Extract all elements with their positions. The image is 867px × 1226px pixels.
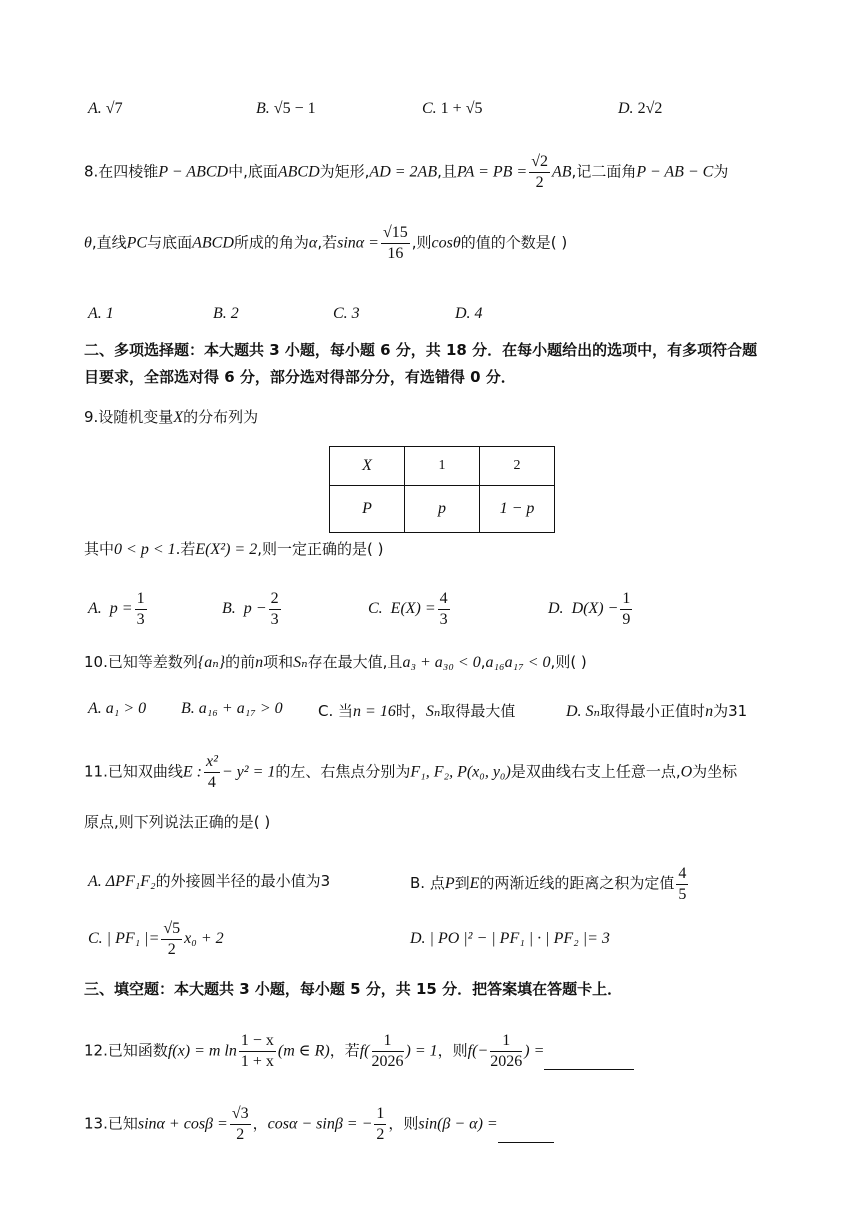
q13-math: sin(β − α) = <box>418 1115 498 1133</box>
numerator: 4 <box>438 590 450 610</box>
q11-text: 11.已知双曲线 <box>84 762 183 781</box>
numerator: x² <box>204 753 220 773</box>
q8-text: 为 <box>713 162 729 181</box>
q11-math: F₁, F₂, P(x₀, y₀) <box>410 763 511 781</box>
option-math: n <box>705 703 714 720</box>
q11-text: 的左、右焦点分别为 <box>275 762 411 781</box>
table-cell: X <box>330 447 405 486</box>
q8-math: ABCD <box>277 163 320 181</box>
q10-text: ,则( ) <box>550 653 587 671</box>
q9-option-c <box>368 590 452 628</box>
q8-math: P − ABCD <box>158 163 229 181</box>
q12-math: f(− <box>467 1042 489 1060</box>
q11-fraction <box>204 753 220 791</box>
q8-math: ABCD <box>192 234 234 252</box>
q7-b-label: B. <box>256 100 270 117</box>
option-math: Sₙ <box>425 703 441 720</box>
option-text: B. 点 <box>410 874 445 893</box>
q7-option-c <box>422 100 482 118</box>
q8-stem-line1 <box>84 153 728 191</box>
q10-option-a: A. a₁ > 0 <box>88 700 147 717</box>
q8-text: ,记二面角 <box>571 162 637 181</box>
q10-text: 项和 <box>263 653 294 671</box>
q11-text: 是双曲线右支上任意一点, <box>510 762 681 781</box>
distribution-table <box>329 446 555 533</box>
q9-text: ,则一定正确的是( ) <box>257 540 384 558</box>
option-text: 时， <box>395 702 426 720</box>
numerator: 1 <box>374 1105 386 1125</box>
q7-c-label: C. <box>422 100 437 117</box>
numerator: 1 <box>135 590 147 610</box>
q8-math: θ <box>84 234 92 252</box>
option-fraction <box>269 590 281 628</box>
q10-option-b: B. a₁₆ + a₁₇ > 0 <box>181 700 283 717</box>
q7-option-a <box>88 100 123 118</box>
table-cell: P <box>330 486 405 533</box>
q10-math: n <box>255 654 264 671</box>
table-cell: 1 <box>405 447 480 486</box>
numerator: 4 <box>676 865 688 885</box>
q12-fraction <box>239 1032 276 1070</box>
q11-stem-line1 <box>84 753 737 791</box>
q11-math: O <box>680 763 693 781</box>
q8-text: ,若 <box>317 233 338 252</box>
q12-stem <box>84 1032 634 1070</box>
q8-text: 为矩形, <box>319 162 370 181</box>
q11-math: E : <box>182 763 202 781</box>
q8-option-d: D. 4 <box>455 305 483 322</box>
numerator: 1 <box>490 1032 522 1052</box>
q8-math: AD = 2AB <box>369 163 438 181</box>
denominator: 1 + x <box>240 1052 274 1070</box>
q8-text: ,且 <box>437 162 457 181</box>
option-math: A. ΔPF₁F₂ <box>88 873 156 890</box>
option-label: A. <box>88 599 102 617</box>
q9-stem <box>84 410 258 426</box>
q8-text: 与底面 <box>147 233 193 252</box>
q9-option-a <box>88 590 149 628</box>
denominator: 2 <box>535 173 544 191</box>
q13-math: sinα + cosβ = <box>137 1115 228 1133</box>
numerator: 1 − x <box>239 1032 276 1052</box>
q11-text: 为坐标 <box>692 762 738 781</box>
q8-math: P − AB − C <box>636 163 714 181</box>
table-cell: p <box>405 486 480 533</box>
table-cell: 2 <box>480 447 555 486</box>
q9-math: 0 < p < 1 <box>114 541 176 558</box>
q8-math: AB <box>552 163 572 181</box>
denominator: 2 <box>236 1125 245 1143</box>
q8-math: PA = PB = <box>456 163 528 181</box>
q10-option-d <box>566 700 747 721</box>
q8-fraction <box>529 153 550 191</box>
q7-a-label: A. <box>88 100 102 117</box>
denominator: 3 <box>270 610 279 628</box>
q10-text: , <box>480 653 486 671</box>
q11-option-c <box>88 920 224 958</box>
numerator: √15 <box>381 224 410 244</box>
denominator: 5 <box>678 885 687 903</box>
option-expr: p = <box>109 599 133 617</box>
q8-text: ,则 <box>411 233 432 252</box>
q12-answer-blank[interactable] <box>544 1053 634 1070</box>
numerator: 2 <box>269 590 281 610</box>
q11-option-b <box>410 865 690 903</box>
option-math: C. | PF₁ |= <box>88 929 160 947</box>
q9-option-d <box>548 590 634 628</box>
denominator: 2026 <box>371 1052 404 1070</box>
table-cell: 1 − p <box>480 486 555 533</box>
q9-text: 9.设随机变量 <box>84 408 174 426</box>
q7-b-expr: √5 − 1 <box>273 100 316 117</box>
q7-c-expr: 1 + √5 <box>440 100 483 117</box>
option-fraction <box>438 590 450 628</box>
q10-text: 的前 <box>225 653 256 671</box>
option-fraction <box>135 590 147 628</box>
q9-text: 其中 <box>84 540 115 558</box>
option-text: 的两渐近线的距离之积为定值 <box>479 874 675 893</box>
q12-text: ，若 <box>329 1041 360 1060</box>
q8-option-c: C. 3 <box>333 305 360 322</box>
q8-option-a: A. 1 <box>88 305 114 322</box>
numerator: 1 <box>620 590 632 610</box>
q13-text: 13.已知 <box>84 1114 138 1133</box>
q8-text: 的值的个数是( ) <box>460 233 568 252</box>
denominator: 2 <box>167 940 176 958</box>
q10-math: {aₙ} <box>197 654 226 671</box>
option-fraction <box>620 590 632 628</box>
q7-option-b <box>256 100 316 118</box>
q8-math: PC <box>126 234 148 252</box>
q8-math: cosθ <box>431 234 461 252</box>
option-math: n = 16 <box>353 703 396 720</box>
q10-text: 存在最大值,且 <box>307 653 403 671</box>
option-label: B. <box>222 599 236 617</box>
option-text: 取得最小正值时 <box>600 702 706 720</box>
q10-text: 10.已知等差数列 <box>84 653 198 671</box>
q7-option-d <box>618 100 662 118</box>
q12-math: ) = <box>524 1042 545 1060</box>
q9-math: E(X²) = 2 <box>195 541 258 558</box>
q10-math: Sₙ <box>293 654 308 671</box>
denominator: 3 <box>136 610 145 628</box>
q12-fraction-3 <box>490 1032 522 1070</box>
q12-text: 12.已知函数 <box>84 1041 168 1060</box>
q13-math: cosα − sinβ = − <box>267 1115 373 1133</box>
section3-heading: 三、填空题：本大题共 3 小题，每小题 5 分，共 15 分．把答案填在答题卡上． <box>84 980 623 998</box>
section2-heading-line2: 目要求，全部选对得 6 分，部分选对得部分分，有选错得 0 分． <box>84 368 516 386</box>
denominator: 3 <box>439 610 448 628</box>
q11-math: − y² = 1 <box>221 763 276 781</box>
numerator: 1 <box>372 1032 404 1052</box>
option-math: P <box>444 875 455 893</box>
q10-math: a₁₆a₁₇ < 0 <box>485 654 551 671</box>
option-text: 为31 <box>713 702 748 720</box>
q11-option-d: D. | PO |² − | PF₁ | · | PF₂ |= 3 <box>410 930 610 947</box>
q8-text: ,直线 <box>91 233 127 252</box>
q8-text: 中,底面 <box>228 162 278 181</box>
option-math: E <box>469 875 480 893</box>
option-math: D. Sₙ <box>566 703 601 720</box>
q12-math: (m ∈ R) <box>277 1042 330 1060</box>
numerator: √2 <box>529 153 550 173</box>
q11-stem-line2: 原点,则下列说法正确的是( ) <box>84 813 271 831</box>
denominator: 2026 <box>490 1052 523 1070</box>
q7-d-label: D. <box>618 100 634 117</box>
q13-fraction <box>230 1105 251 1143</box>
denominator: 9 <box>622 610 631 628</box>
q8-fraction-2 <box>381 224 410 262</box>
option-text: 取得最大值 <box>440 702 516 720</box>
q8-math: α <box>308 234 318 252</box>
option-expr: p − <box>243 599 267 617</box>
q12-fraction-2 <box>372 1032 404 1070</box>
section2-heading-line1: 二、多项选择题：本大题共 3 小题，每小题 6 分，共 18 分．在每小题给出的选项中，有多项符合题 <box>84 341 758 359</box>
q13-stem <box>84 1105 554 1143</box>
q13-fraction-2 <box>374 1105 386 1143</box>
option-text: 到 <box>454 874 470 893</box>
q11-option-a <box>88 870 330 891</box>
q9-text: .若 <box>175 540 196 558</box>
denominator: 2 <box>376 1125 385 1143</box>
denominator: 4 <box>207 773 216 791</box>
q8-option-b: B. 2 <box>213 305 239 322</box>
q9-option-b <box>222 590 283 628</box>
q9-math: X <box>173 409 184 426</box>
option-fraction <box>676 865 688 903</box>
q9-text: 的分布列为 <box>183 408 259 426</box>
q12-math: ) = 1 <box>405 1042 438 1060</box>
option-expr: E(X) = <box>390 599 436 617</box>
q12-math: f(x) = m ln <box>167 1042 237 1060</box>
option-text: 的外接圆半径的最小值为3 <box>155 872 331 890</box>
table-row <box>330 486 555 533</box>
option-text: C. 当 <box>318 702 354 720</box>
numerator: √3 <box>230 1105 251 1125</box>
q13-answer-blank[interactable] <box>498 1126 554 1143</box>
option-math: x₀ + 2 <box>184 929 224 947</box>
q10-option-c <box>318 700 515 721</box>
q9-condition <box>84 542 383 558</box>
option-expr: D(X) − <box>571 599 619 617</box>
q8-stem-line2 <box>84 224 567 262</box>
q7-a-expr: √7 <box>105 100 123 117</box>
option-fraction <box>161 920 182 958</box>
q8-math: sinα = <box>337 234 379 252</box>
q13-text: ，则 <box>388 1114 419 1133</box>
q10-math: a₃ + a₃₀ < 0 <box>402 654 481 671</box>
q10-stem <box>84 655 587 671</box>
option-label: C. <box>368 599 383 617</box>
option-label: D. <box>548 599 564 617</box>
q8-text: 所成的角为 <box>233 233 309 252</box>
q12-text: ，则 <box>437 1041 468 1060</box>
q12-math: f( <box>359 1042 370 1060</box>
denominator: 16 <box>387 244 404 262</box>
table-row <box>330 447 555 486</box>
q7-d-expr: 2√2 <box>637 100 663 117</box>
q13-text: ， <box>252 1114 268 1133</box>
numerator: √5 <box>161 920 182 940</box>
q8-text: 8.在四棱锥 <box>84 162 159 181</box>
